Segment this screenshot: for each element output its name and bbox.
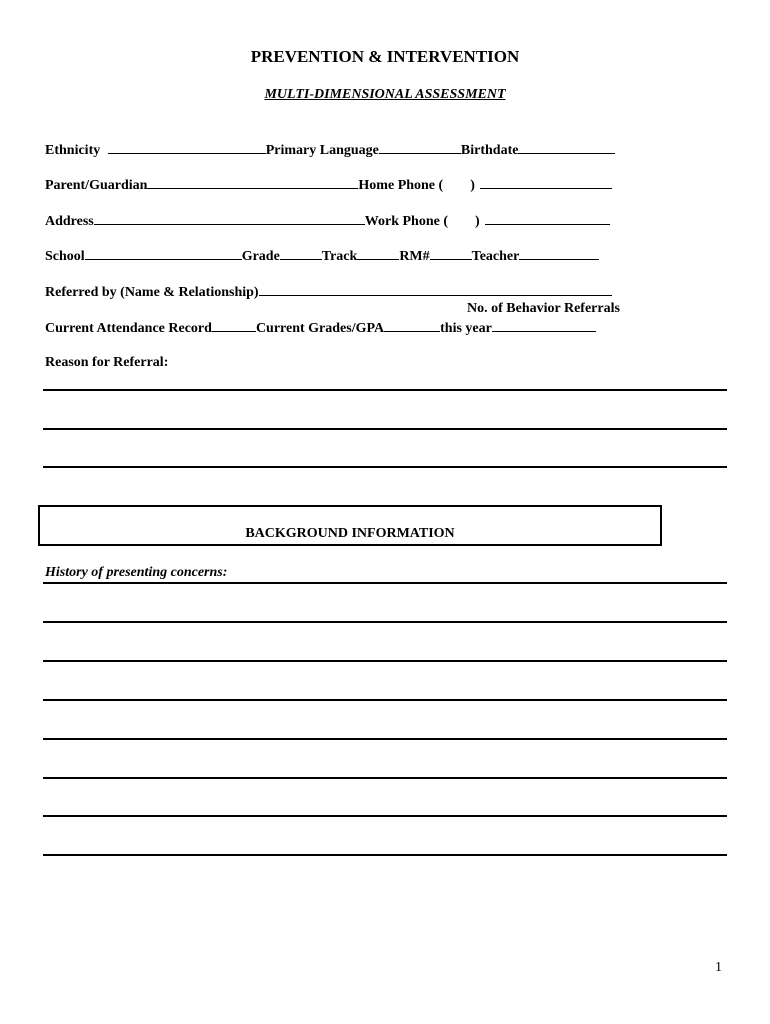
teacher-field[interactable]: [519, 247, 599, 260]
page-number: 1: [715, 960, 722, 975]
attendance-label: Current Attendance Record: [45, 321, 212, 336]
address-label: Address: [45, 214, 94, 229]
row-parent: [45, 176, 612, 194]
track-label: Track: [321, 249, 358, 264]
row-referred-by: [45, 283, 612, 301]
reason-for-referral-label: Reason for Referral:: [45, 355, 169, 370]
work-phone-close: ): [475, 214, 480, 229]
rm-label: RM#: [399, 249, 430, 264]
work-phone-field[interactable]: [485, 212, 610, 225]
address-field[interactable]: [94, 212, 365, 225]
birthdate-field[interactable]: [518, 141, 615, 154]
ethnicity-label: Ethnicity: [45, 143, 101, 158]
history-label: History of presenting concerns:: [45, 565, 228, 580]
behavior-referrals-label: No. of Behavior Referrals: [467, 301, 620, 316]
parent-guardian-field[interactable]: [147, 176, 358, 189]
work-phone-label: Work Phone (: [364, 214, 448, 229]
track-field[interactable]: [357, 247, 399, 260]
row-ethnicity: [45, 141, 615, 159]
behavior-referrals-field[interactable]: [492, 319, 596, 332]
grades-gpa-label: Current Grades/GPA: [255, 321, 385, 336]
page-title: PREVENTION & INTERVENTION: [250, 47, 520, 66]
history-line-7[interactable]: [43, 815, 727, 817]
behavior-referrals-year-label: this year: [440, 321, 492, 336]
home-phone-field[interactable]: [480, 176, 612, 189]
history-line-6[interactable]: [43, 777, 727, 779]
history-line-5[interactable]: [43, 738, 727, 740]
referred-by-label: Referred by (Name & Relationship): [45, 285, 259, 300]
teacher-label: Teacher: [471, 249, 520, 264]
background-info-heading: BACKGROUND INFORMATION: [245, 526, 455, 541]
home-phone-close: ): [470, 178, 475, 193]
rm-field[interactable]: [430, 247, 472, 260]
reason-line-3[interactable]: [43, 466, 727, 468]
school-label: School: [45, 249, 85, 264]
grade-field[interactable]: [280, 247, 322, 260]
page-subtitle: MULTI-DIMENSIONAL ASSESSMENT: [264, 87, 506, 102]
reason-line-2[interactable]: [43, 428, 727, 430]
row-school: [45, 247, 599, 265]
birthdate-label: Birthdate: [460, 143, 519, 158]
primary-language-field[interactable]: [379, 141, 461, 154]
referred-by-field[interactable]: [259, 283, 612, 296]
home-phone-label: Home Phone (: [358, 178, 444, 193]
history-line-3[interactable]: [43, 660, 727, 662]
background-info-box: [38, 505, 662, 546]
reason-line-1[interactable]: [43, 389, 727, 391]
history-line-8[interactable]: [43, 854, 727, 856]
school-field[interactable]: [85, 247, 242, 260]
row-address: [45, 212, 610, 230]
attendance-field[interactable]: [212, 319, 256, 332]
history-line-2[interactable]: [43, 621, 727, 623]
primary-language-label: Primary Language: [265, 143, 379, 158]
history-line-1[interactable]: [43, 582, 727, 584]
grade-label: Grade: [241, 249, 280, 264]
row-attendance: [45, 319, 596, 337]
parent-guardian-label: Parent/Guardian: [45, 178, 148, 193]
ethnicity-field[interactable]: [108, 141, 266, 154]
history-line-4[interactable]: [43, 699, 727, 701]
grades-gpa-field[interactable]: [384, 319, 440, 332]
